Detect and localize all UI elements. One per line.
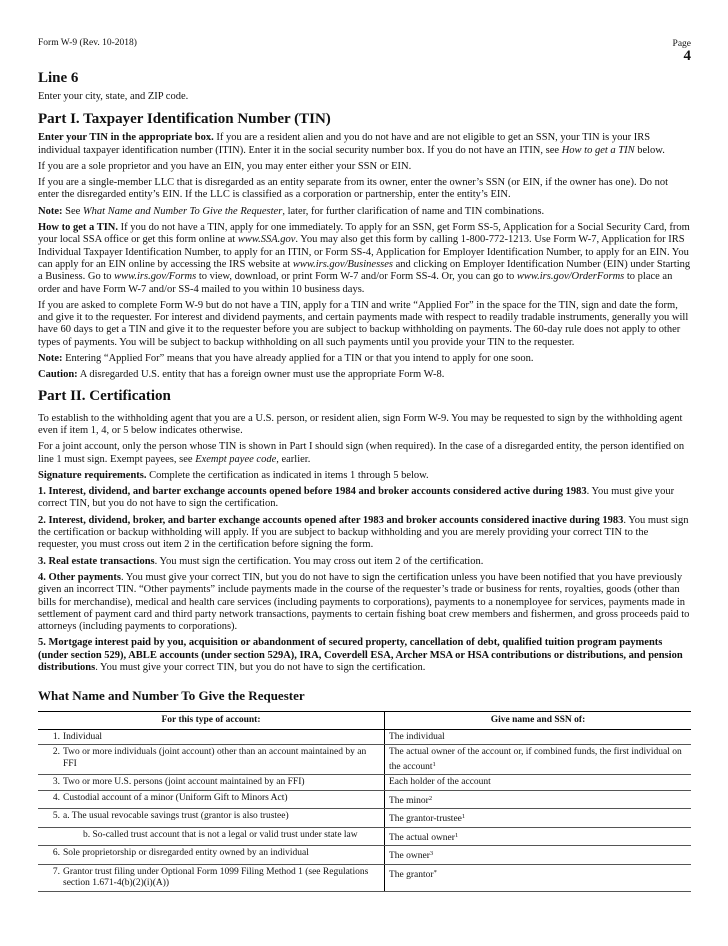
part2-paragraph-joint: For a joint account, only the person whose TIN is shown in Part I should sign (when required). In the case of a disregarded entity, the person identified on line 1 must sign. Exempt payees, see Exempt payee code, earlier.: [38, 441, 685, 465]
page-number: 4: [683, 48, 691, 64]
row-number: 1.: [52, 731, 60, 742]
account-type-text: Custodial account of a minor (Uniform Gift to Minors Act): [63, 792, 288, 803]
page-content: [38, 70, 691, 892]
account-type-cell: [38, 790, 385, 809]
row-number: 7.: [52, 866, 60, 877]
part1-paragraph-llc: If you are a single-member LLC that is disregarded as an entity separate from its owner, enter the owner’s SSN (or EIN, if the owner has one). Do not enter the disregarded entity’s EIN. If the LLC is classified as a corporation or partnership, enter the entity’s EIN.: [38, 177, 669, 201]
page-indicator: [673, 38, 691, 62]
part2-item-5: 5. Mortgage interest paid by you, acquisition or abandonment of secured property, cancellation of debt, qualified tuition program payments (under section 529), ABLE accounts (under section 529A), IRA, Coverdell ESA, Archer MSA or HSA contributions or distributions, and pension distributions. You must give your correct TIN, but you do not have to sign the certification.: [38, 637, 683, 673]
column-header-account-type: For this type of account:: [38, 712, 385, 730]
requester-table: [38, 711, 691, 892]
account-type-text: Two or more individuals (joint account) other than an account maintained by an FFI: [63, 747, 367, 769]
account-type-cell: [38, 846, 385, 865]
table-row: [38, 846, 691, 865]
give-name-text: Each holder of the account: [389, 777, 491, 788]
account-type-cell: [38, 809, 385, 828]
page-label: Page: [672, 39, 691, 49]
part1-note2: Note: Entering “Applied For” means that you have already applied for a TIN or that you intend to apply for one soon.: [38, 353, 534, 365]
give-name-text: The grantor-trustee: [389, 814, 462, 825]
footnote-marker: *: [433, 868, 437, 876]
part1-paragraph-sole-proprietor: If you are a sole proprietor and you have an EIN, you may enter either your SSN or EIN.: [38, 160, 412, 172]
give-name-text: The owner: [389, 851, 430, 862]
give-name-text: The actual owner of the account or, if combined funds, the first individual on the account: [389, 747, 682, 772]
row-number: 3.: [52, 777, 60, 788]
row-number: [42, 830, 60, 842]
part1-paragraph-tin: Enter your TIN in the appropriate box. If you are a resident alien and you do not have and are not eligible to get an SSN, your TIN is your IRS individual taxpayer identification number (ITIN). Enter it in the social security number box. If you do not have an ITIN, see How to get a TIN below.: [38, 132, 665, 156]
part2-signature-requirements: Signature requirements. Complete the certification as indicated in items 1 through 5 below.: [38, 469, 429, 481]
table-row: [38, 775, 691, 791]
give-name-cell: [385, 775, 692, 791]
row-number: 5.: [52, 811, 60, 822]
account-type-text: Sole proprietorship or disregarded entity owned by an individual: [63, 848, 309, 859]
part2-item-3: 3. Real estate transactions. You must sign the certification. You may cross out item 2 of the certification.: [38, 555, 484, 567]
give-name-cell: [385, 809, 692, 828]
part1-note: Note: See What Name and Number To Give the Requester, later, for further clarification of name and TIN combinations.: [38, 205, 545, 217]
footnote-marker: 1: [432, 760, 436, 768]
account-type-cell: [38, 864, 385, 891]
part1-applied-for: If you are asked to complete Form W-9 but do not have a TIN, apply for a TIN and write “Applied For” in the space for the TIN, sign and date the form, and give it to the requester. For interest and dividend payments, and certain payments made with respect to readily tradable instruments, generally you will have 60 days to get a TIN and give it to the requester before you are subject to backup withholding on payments. The 60-day rule does not apply to other types of payments. You will be subject to backup withholding on all such payments until you provide your TIN to the requester.: [38, 299, 689, 348]
give-name-cell: [385, 864, 692, 891]
table-row: [38, 729, 691, 745]
give-name-cell: [385, 745, 692, 775]
table-row: [38, 809, 691, 828]
account-type-text: Two or more U.S. persons (joint account maintained by an FFI): [63, 777, 305, 788]
footnote-marker: 3: [429, 850, 434, 858]
row-number: 6.: [52, 848, 60, 859]
account-type-cell: [38, 745, 385, 775]
give-name-text: The minor: [389, 795, 429, 806]
account-type-text: Grantor trust filing under Optional Form 1099 Filing Method 1 (see Regulations section 1.671-4(b)(2)(i)(A)): [63, 866, 369, 889]
part2-item-1: 1. Interest, dividend, and barter exchange accounts opened before 1984 and broker accounts considered active during 1983. You must give your correct TIN, but you do not have to sign the certification.: [38, 486, 675, 510]
table-header-row: [38, 712, 691, 730]
row-number: 2.: [52, 747, 60, 758]
table-row: [38, 864, 691, 891]
requester-table-heading: What Name and Number To Give the Requester: [38, 688, 305, 704]
part2-paragraph-establish: To establish to the withholding agent that you are a U.S. person, or resident alien, sign Form W-9. You may be requested to sign by the withholding agent even if item 1, 4, or 5 below indicates otherwise.: [38, 412, 683, 436]
part1-how-to-get-tin: How to get a TIN. If you do not have a TIN, apply for one immediately. To apply for an SSN, get Form SS-5, Application for a Social Security Card, from your local SSA office or get this form online at www.SSA.gov. You may also get this form by calling 1-800-772-1213. Use Form W-7, Application for IRS Individual Taxpayer Identification Number, to apply for an ITIN, or Form SS-4, Application for Employer Identification Number, to apply for an EIN. You can apply for an EIN online by accessing the IRS website at www.irs.gov/Businesses and clicking on Employer Identification Number (EIN) under Starting a Business. Go to www.irs.gov/Forms to view, download, or print Form W-7 and/or Form SS-4. Or, you can go to www.irs.gov/OrderForms to place an order and have Form W-7 and/or SS-4 mailed to you within 10 business days.: [38, 222, 691, 295]
table-body: [38, 729, 691, 891]
account-type-cell: [38, 775, 385, 791]
account-type-cell: [38, 827, 385, 846]
account-type-cell: [38, 729, 385, 745]
give-name-text: The grantor: [389, 869, 434, 880]
table-row: [38, 827, 691, 846]
form-name: Form W-9 (Rev. 10-2018): [38, 38, 137, 48]
give-name-cell: [385, 729, 692, 745]
part2-heading: Part II. Certification: [38, 387, 171, 404]
account-type-text: a. The usual revocable savings trust (grantor is also trustee): [63, 811, 289, 822]
account-type-text: b. So-called trust account that is not a legal or valid trust under state law: [83, 829, 358, 840]
column-header-give-name: Give name and SSN of:: [385, 712, 692, 730]
account-type-text: Individual: [63, 731, 103, 742]
give-name-text: The actual owner: [389, 832, 455, 843]
give-name-text: The individual: [389, 731, 445, 742]
give-name-cell: [385, 790, 692, 809]
give-name-cell: [385, 827, 692, 846]
part1-caution: Caution: A disregarded U.S. entity that has a foreign owner must use the appropriate Form W-8.: [38, 369, 445, 381]
footnote-marker: 2: [428, 794, 433, 802]
table-row: [38, 790, 691, 809]
table-row: [38, 745, 691, 775]
part2-item-4: 4. Other payments. You must give your correct TIN, but you do not have to sign the certification unless you have been notified that you have previously given an incorrect TIN. “Other payments” include payments made in the course of the requester’s trade or business for rents, royalties, goods (other than bills for merchandise), medical and health care services (including payments to corporations), payments to a nonemployee for services, payments made in settlement of payment card and third party network transactions, payments to certain fishing boat crew members and fishermen, and gross proceeds paid to attorneys (including payments to corporations).: [38, 571, 690, 633]
footnote-marker: 1: [454, 831, 459, 839]
line6-heading: Line 6: [38, 70, 79, 86]
row-number: 4.: [52, 792, 60, 803]
footnote-marker: 1: [461, 813, 466, 821]
part2-item-2: 2. Interest, dividend, broker, and barter exchange accounts opened after 1983 and broker accounts considered inactive during 1983. You must sign the certification or backup withholding will apply. If you are subject to backup withholding and you are merely providing your correct TIN to the requester, you must cross out item 2 in the certification before signing the form.: [38, 514, 689, 551]
part1-heading: Part I. Taxpayer Identification Number (TIN): [38, 111, 331, 128]
give-name-cell: [385, 846, 692, 865]
line6-text: Enter your city, state, and ZIP code.: [38, 91, 189, 102]
